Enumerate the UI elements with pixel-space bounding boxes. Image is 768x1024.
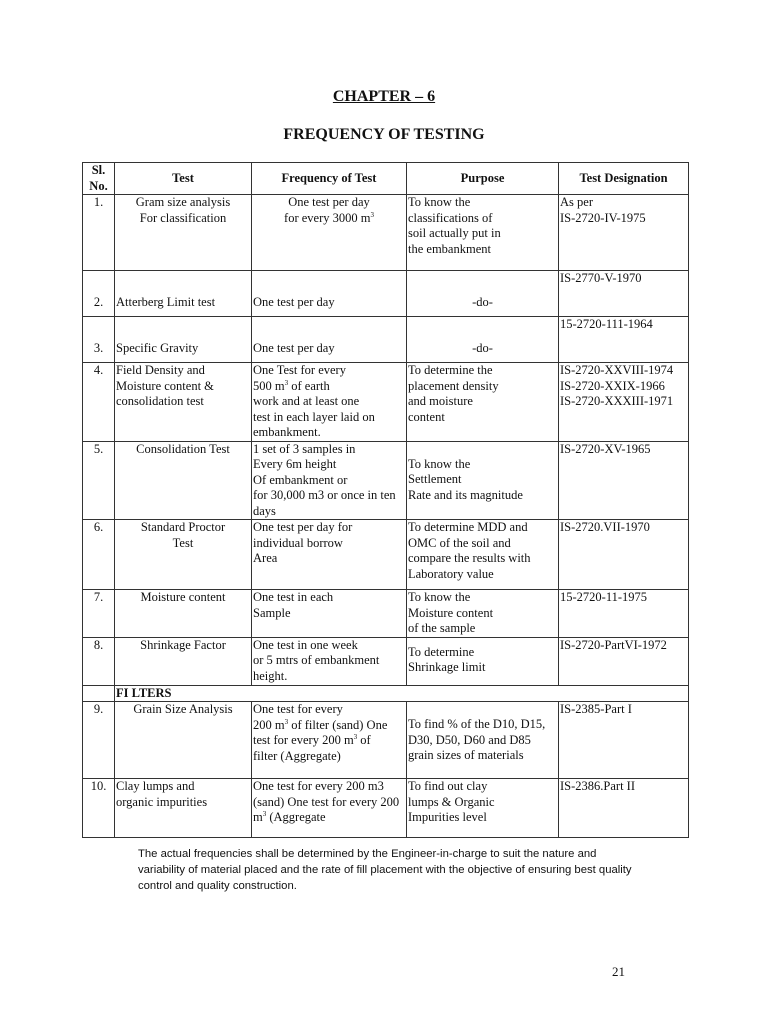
cell-slno: 5. xyxy=(83,441,115,520)
table-section-row xyxy=(83,685,689,702)
header-frequency: Frequency of Test xyxy=(252,163,407,195)
superscript: 3 xyxy=(370,210,374,219)
cell-slno: 8. xyxy=(83,637,115,685)
cell-line: Settlement xyxy=(408,472,462,486)
cell-text: (Aggregate xyxy=(266,810,326,824)
cell-frequency: One test per day xyxy=(252,271,407,317)
cell-line: D30, D50, D60 and D85 xyxy=(408,732,531,747)
table-row xyxy=(83,441,689,520)
cell-text: of filter (sand) One xyxy=(288,717,388,732)
cell-line: test in each layer laid on xyxy=(253,409,375,424)
cell-line: classifications of xyxy=(408,210,493,225)
cell-line: compare the results with xyxy=(408,551,531,565)
cell-test xyxy=(115,195,252,271)
cell-line: of the sample xyxy=(408,621,476,635)
cell-line: To find out clay xyxy=(408,779,488,793)
cell-text: 200 m xyxy=(253,717,285,732)
cell-line: individual borrow xyxy=(253,535,343,550)
cell-line: To know the xyxy=(408,590,471,604)
cell-line: placement density xyxy=(408,378,499,393)
cell-line: Standard Proctor xyxy=(140,520,226,534)
cell-line: organic impurities xyxy=(116,794,208,809)
footnote-paragraph: The actual frequencies shall be determined by the Engineer-in-charge to suit the nature and variability of material placed and the rate of fill placement with the objective of ensuring best quality control and quality construction. xyxy=(138,848,632,892)
page-title: FREQUENCY OF TESTING xyxy=(283,126,485,143)
superscript: 3 xyxy=(284,378,289,387)
cell-line: To determine MDD and xyxy=(408,520,528,534)
cell-line: Gram size analysis xyxy=(135,195,231,209)
table-header-row xyxy=(83,163,689,195)
cell-frequency xyxy=(252,520,407,590)
cell-line: Rate and its magnitude xyxy=(408,487,523,502)
cell-line: To know the xyxy=(408,195,471,209)
cell-line: Moisture content xyxy=(408,605,494,620)
filters-heading: FI LTERS xyxy=(115,685,689,702)
cell-slno: 2. xyxy=(83,271,115,317)
cell-purpose: -do- xyxy=(407,271,559,317)
cell-line: content xyxy=(408,409,445,424)
cell-line: Shrinkage limit xyxy=(408,660,486,674)
table-row xyxy=(83,317,689,363)
cell-line: Laboratory value xyxy=(408,566,494,581)
cell-test: Grain Size Analysis xyxy=(115,702,252,779)
table-row xyxy=(83,363,689,442)
cell-line: lumps & Organic xyxy=(408,794,495,809)
cell-line: Of embankment or xyxy=(253,472,348,487)
cell-line: IS-2720-XXVIII-1974 xyxy=(560,363,674,377)
cell-designation: IS-2720-XV-1965 xyxy=(559,441,689,520)
cell-text: test for every 200 m xyxy=(253,733,354,747)
cell-line: IS-2720-IV-1975 xyxy=(560,210,646,225)
cell-slno: 9. xyxy=(83,702,115,779)
cell-designation: 15-2720-11-1975 xyxy=(559,590,689,638)
cell-line: Field Density and xyxy=(116,363,205,377)
cell-line: or 5 mtrs of embankment xyxy=(253,653,380,667)
cell-line: One test for every 200 m3 xyxy=(253,779,384,793)
header-test: Test xyxy=(115,163,252,195)
cell-frequency xyxy=(252,702,407,779)
cell-line: Area xyxy=(253,551,278,565)
table-row xyxy=(83,271,689,317)
cell-designation: IS-2770-V-1970 xyxy=(559,271,689,317)
cell-test xyxy=(115,363,252,442)
cell-test: Consolidation Test xyxy=(115,441,252,520)
cell-frequency xyxy=(252,637,407,685)
header-designation: Test Designation xyxy=(559,163,689,195)
cell-test xyxy=(115,520,252,590)
cell-line: consolidation test xyxy=(116,394,204,408)
cell-line: To determine the xyxy=(408,363,493,377)
cell-line: Sample xyxy=(253,605,291,620)
cell-empty xyxy=(83,685,115,702)
superscript: 3 xyxy=(284,717,289,726)
superscript: 3 xyxy=(353,732,358,741)
cell-designation: IS-2385-Part I xyxy=(559,702,689,779)
cell-line: soil actually put in xyxy=(408,226,501,240)
cell-line: OMC of the soil and xyxy=(408,535,511,550)
table-row xyxy=(83,637,689,685)
header-purpose: Purpose xyxy=(407,163,559,195)
cell-line xyxy=(253,718,405,734)
table-row xyxy=(83,520,689,590)
cell-line xyxy=(253,810,405,826)
cell-line: One test in each xyxy=(253,590,334,604)
chapter-heading: CHAPTER – 6 xyxy=(332,88,436,105)
cell-line: (sand) One test for every 200 xyxy=(253,794,400,809)
cell-line: As per xyxy=(560,195,593,209)
cell-line: embankment. xyxy=(253,425,321,439)
cell-line xyxy=(253,211,405,227)
cell-line: IS-2720-XXIX-1966 xyxy=(560,378,665,393)
cell-frequency xyxy=(252,590,407,638)
cell-purpose xyxy=(407,363,559,442)
cell-line: the embankment xyxy=(408,241,491,256)
cell-designation xyxy=(559,363,689,442)
cell-test: Moisture content xyxy=(115,590,252,638)
cell-frequency xyxy=(252,195,407,271)
cell-line xyxy=(253,733,405,749)
cell-line xyxy=(253,379,405,395)
cell-line: days xyxy=(253,503,276,518)
frequency-table xyxy=(82,162,689,838)
cell-line: 1 set of 3 samples in xyxy=(253,441,356,456)
cell-text: 500 m xyxy=(253,378,285,393)
cell-purpose xyxy=(407,702,559,779)
cell-line: One Test for every xyxy=(253,363,346,377)
cell-line: and moisture xyxy=(408,394,473,408)
cell-purpose xyxy=(407,779,559,838)
cell-text: m xyxy=(253,810,263,824)
cell-line: For classification xyxy=(139,210,227,225)
cell-slno: 10. xyxy=(83,779,115,838)
cell-slno: 3. xyxy=(83,317,115,363)
cell-line: To know the xyxy=(408,456,471,471)
cell-text: of earth xyxy=(288,378,330,393)
cell-line: Impurities level xyxy=(408,810,487,824)
page-number: 21 xyxy=(612,964,625,979)
cell-test: Shrinkage Factor xyxy=(115,637,252,685)
header-slno: Sl. No. xyxy=(83,163,115,195)
cell-line: filter (Aggregate) xyxy=(253,748,341,763)
cell-test xyxy=(115,779,252,838)
cell-line: One test in one week xyxy=(253,637,358,652)
cell-line: grain sizes of materials xyxy=(408,748,524,762)
cell-frequency xyxy=(252,441,407,520)
cell-purpose xyxy=(407,195,559,271)
cell-slno: 1. xyxy=(83,195,115,271)
cell-purpose xyxy=(407,590,559,638)
cell-line: Clay lumps and xyxy=(116,779,195,793)
cell-line: IS-2720-XXXIII-1971 xyxy=(560,394,674,408)
cell-line: for 30,000 m3 or once in ten xyxy=(253,488,396,502)
cell-test: Specific Gravity xyxy=(115,317,252,363)
cell-line: Test xyxy=(172,535,194,550)
superscript: 3 xyxy=(262,809,267,818)
cell-designation: IS-2386.Part II xyxy=(559,779,689,838)
cell-line: Moisture content & xyxy=(116,378,214,393)
table-row xyxy=(83,195,689,271)
cell-text: for every 3000 m xyxy=(284,210,371,225)
cell-purpose xyxy=(407,637,559,685)
cell-frequency xyxy=(252,363,407,442)
cell-test: Atterberg Limit test xyxy=(115,271,252,317)
cell-frequency: One test per day xyxy=(252,317,407,363)
cell-line: One test per day xyxy=(288,195,370,209)
cell-purpose: -do- xyxy=(407,317,559,363)
cell-line: One test for every xyxy=(253,702,343,716)
cell-line: To find % of the D10, D15, xyxy=(408,717,546,731)
cell-slno: 7. xyxy=(83,590,115,638)
cell-designation: 15-2720-111-1964 xyxy=(559,317,689,363)
table-row xyxy=(83,702,689,779)
cell-line: One test per day for xyxy=(253,520,353,534)
cell-frequency xyxy=(252,779,407,838)
cell-line: height. xyxy=(253,668,288,683)
cell-line: To determine xyxy=(408,644,475,659)
cell-line: work and at least one xyxy=(253,394,360,408)
table-row xyxy=(83,590,689,638)
cell-line: Every 6m height xyxy=(253,457,337,471)
cell-text: of xyxy=(357,733,371,747)
cell-designation xyxy=(559,195,689,271)
cell-slno: 6. xyxy=(83,520,115,590)
cell-designation: IS-2720.VII-1970 xyxy=(559,520,689,590)
cell-designation: IS-2720-PartVI-1972 xyxy=(559,637,689,685)
cell-purpose xyxy=(407,441,559,520)
cell-slno: 4. xyxy=(83,363,115,442)
cell-purpose xyxy=(407,520,559,590)
table-row xyxy=(83,779,689,838)
